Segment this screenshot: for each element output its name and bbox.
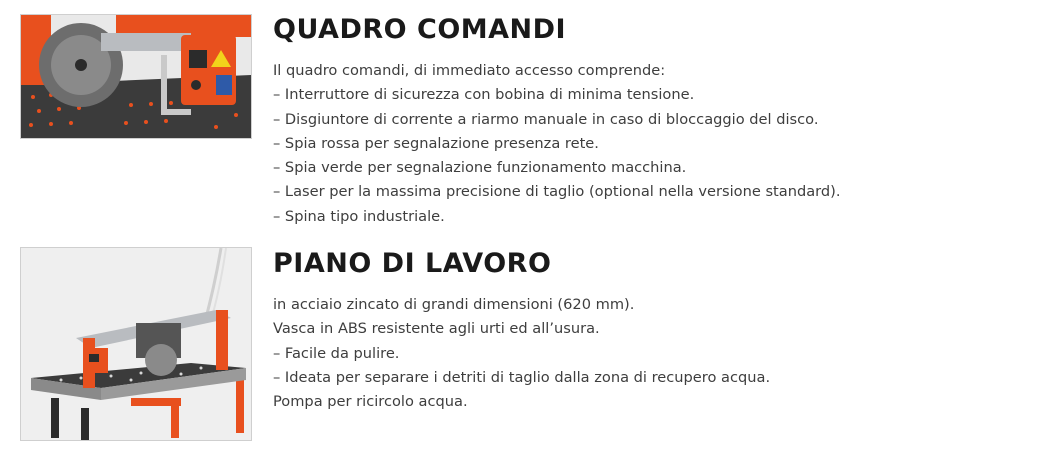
feature-line: – Facile da pulire.: [273, 344, 400, 362]
feature-line: Pompa per ricircolo acqua.: [273, 393, 468, 411]
feature-line: – Spia verde per segnalazione funzionamento macchina.: [273, 159, 687, 177]
feature-line: Vasca in ABS resistente agli urti ed all’usura.: [273, 320, 600, 338]
feature-line: in acciaio zincato di grandi dimensioni (620 mm).: [273, 296, 635, 313]
feature-line: Il quadro comandi, di immediato accesso comprende:: [273, 62, 666, 79]
work-table-photo: [20, 247, 252, 441]
feature-line: – Laser per la massima precisione di taglio (optional nella versione standard).: [273, 183, 841, 201]
section-content: [273, 244, 1043, 414]
feature-line: – Spia rossa per segnalazione presenza rete.: [273, 134, 599, 152]
feature-list: [273, 59, 1043, 229]
section-title: PIANO DI LAVORO: [273, 248, 552, 279]
feature-line: – Ideata per separare i detriti di taglio dalla zona di recupero acqua.: [273, 368, 771, 386]
control-panel-photo: [20, 14, 252, 139]
section-title: QUADRO COMANDI: [273, 14, 567, 45]
feature-line: – Disgiuntore di corrente a riarmo manuale in caso di bloccaggio del disco.: [273, 110, 819, 128]
feature-line: – Spina tipo industriale.: [273, 207, 445, 225]
feature-list: [273, 293, 1043, 414]
feature-line: – Interruttore di sicurezza con bobina di minima tensione.: [273, 86, 695, 104]
section-content: [273, 10, 1043, 229]
